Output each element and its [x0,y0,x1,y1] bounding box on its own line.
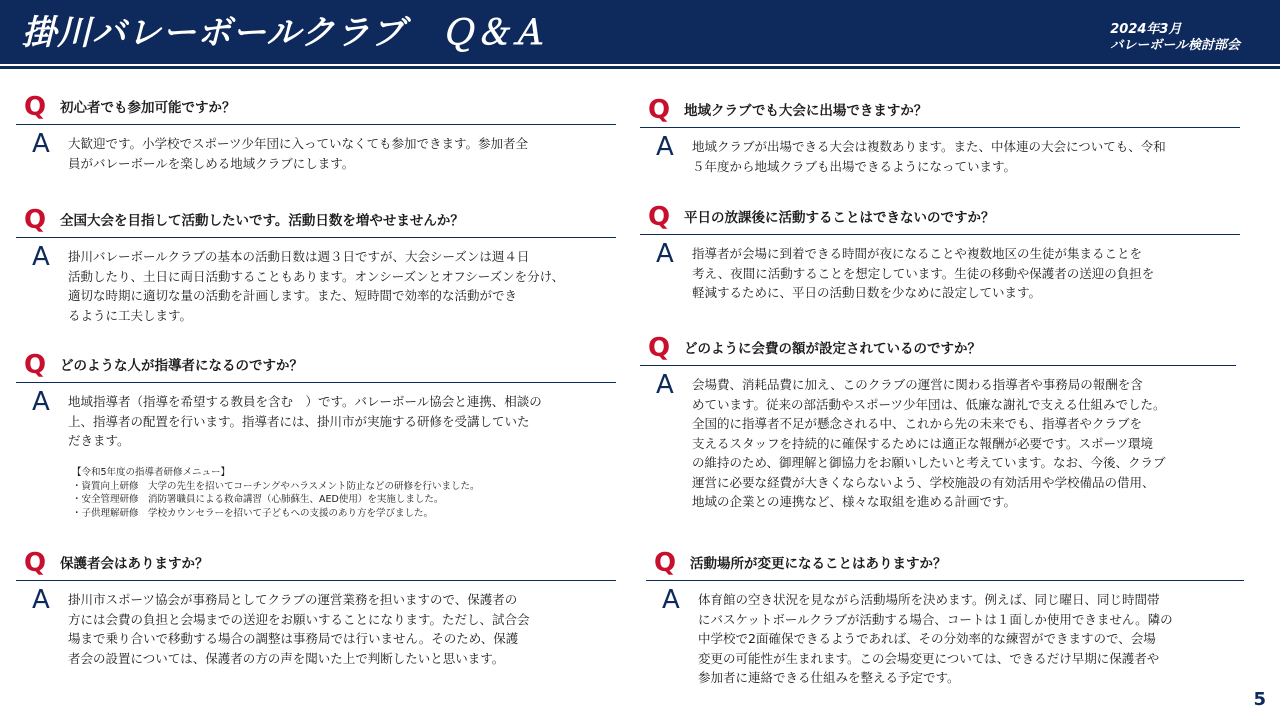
question-text: 活動場所が変更になることはありますか？ [690,556,947,572]
answer-line: るように工夫します。 [68,307,193,323]
q-mark: Q [24,548,47,578]
answer-line: 運営に必要な経費が大きくならないよう、学校施設の有効活用や学校備品の借用、 [692,474,1155,490]
question-text: 初心者でも参加可能ですか？ [60,100,236,116]
answer-line: 中学校で2面確保できるようであれば、その分効率的な練習ができますので、会場 [698,631,1156,646]
answer-line: の維持のため、御理解と御協力をお願いしたいと考えています。なお、今後、クラブ [692,455,1166,470]
q-mark: Q [648,95,671,125]
answer-line: ５年度から地域クラブも出場できるようになっています。 [692,158,1017,174]
answer-line: 場まで乗り合いで移動する場合の調整は事務局では行いません。そのため、保護 [68,631,519,646]
answer-text [68,392,542,451]
header-bar [0,0,1280,64]
answer-line: 者会の設置については、保護者の方の声を聞いた上で判断したいと思います。 [68,650,505,666]
question-text: 地域クラブでも大会に出場できますか？ [684,103,928,119]
divider [16,237,616,238]
qa-item-fees [632,333,1232,509]
answer-text [68,247,564,325]
answer-line: 地域クラブが出場できる大会は複数あります。また、中体連の大会についても、令和 [692,139,1166,154]
q-mark: Q [24,205,47,235]
qa-item-nationals [8,205,608,323]
a-mark: A [656,239,674,269]
answer-line: 適切な時期に適切な量の活動を計画します。また、短時間で効率的な活動ができ [68,288,518,303]
header-date: 2024年3月 [1110,22,1182,37]
q-mark: Q [648,333,671,363]
qa-item-coaches [8,350,608,519]
q-mark: Q [24,92,47,122]
question-text: どのように会費の額が設定されているのですか？ [684,341,981,357]
q-mark: Q [24,350,47,380]
answer-line: 軽減するために、平日の活動日数を少なめに設定しています。 [692,285,1042,300]
answer-text [68,590,530,668]
answer-text [692,137,1166,176]
answer-line: 体育館の空き状況を見ながら活動場所を決めます。例えば、同じ曜日、同じ時間帯 [698,592,1160,607]
answer-text [68,134,528,173]
header-rule [0,66,1280,69]
divider [16,124,616,125]
divider [640,127,1240,128]
header-meta [1110,22,1240,54]
qa-item-beginners [8,92,608,171]
header-org: バレーボール検討部会 [1110,38,1240,53]
divider [16,580,616,581]
question-text: 平日の放課後に活動することはできないのですか？ [684,210,995,226]
answer-line: 大歓迎です。小学校でスポーツ少年団に入っていなくても参加できます。参加者全 [68,136,529,151]
answer-line: 活動したり、土日に両日活動することもあります。オンシーズンとオフシーズンを分け、 [68,268,565,284]
training-menu [72,466,480,520]
qa-item-parents [8,548,608,666]
training-menu-item: ・安全管理研修 消防署職員による救命講習（心肺蘇生、AED使用）を実施しました。 [72,494,444,505]
question-text: 保護者会はありますか？ [60,556,209,572]
training-menu-item: ・資質向上研修 大学の先生を招いてコーチングやハラスメント防止などの研修を行いました。 [72,480,480,492]
a-mark: A [32,387,50,417]
answer-line: 掛川市スポーツ協会が事務局としてクラブの運営業務を担いますので、保護者の [68,592,518,607]
answer-line: 地域指導者（指導を希望する教員を含む ）です。バレーボール協会と連携、相談の [68,394,542,409]
answer-line: 方には会費の負担と会場までの送迎をお願いすることになります。ただし、試合会 [68,611,530,627]
answer-text [698,590,1173,688]
q-mark: Q [654,548,677,578]
answer-line: 上、指導者の配置を行います。指導者には、掛川市が実施する研修を受講していた [68,413,530,429]
answer-line: 員がバレーボールを楽しめる地域クラブにします。 [68,155,355,171]
q-mark: Q [648,202,671,232]
question-text: 全国大会を目指して活動したいです。活動日数を増やせませんか？ [60,213,464,229]
divider [646,580,1244,581]
qa-item-venue-change [638,548,1238,685]
divider [16,382,616,383]
answer-line: めています。従来の部活動やスポーツ少年団は、低廉な謝礼で支える仕組みでした。 [692,396,1166,412]
qa-item-tournaments [632,95,1232,174]
a-mark: A [656,132,674,162]
divider [640,234,1240,235]
answer-line: 地域の企業との連携など、様々な取組を進める計画です。 [692,494,1017,509]
answer-line: にバスケットボールクラブが活動する場合、コートは１面しか使用できません。隣の [698,611,1173,627]
a-mark: A [656,370,674,400]
a-mark: A [32,242,50,272]
training-menu-item: ・子供理解研修 学校カウンセラーを招いて子どもへの支援のあり方を学びました。 [72,507,434,519]
answer-text [692,244,1154,303]
answer-text [692,375,1166,512]
answer-line: 参加者に連絡できる仕組みを整える予定です。 [698,670,960,685]
a-mark: A [662,585,680,615]
answer-line: 会場費、消耗品費に加え、このクラブの運営に関わる指導者や事務局の報酬を含 [692,377,1143,392]
a-mark: A [32,585,50,615]
divider [640,365,1236,366]
answer-line: 支えるスタッフを持続的に確保するためには適正な報酬が必要です。スポーツ環境 [692,435,1154,451]
page-title: 掛川バレーボールクラブ Ｑ＆Ａ [22,13,546,53]
qa-item-weekdays [632,202,1232,300]
page-number: 5 [1253,689,1266,710]
a-mark: A [32,129,50,159]
question-text: どのような人が指導者になるのですか？ [60,358,303,374]
answer-line: 変更の可能性が生まれます。この会場変更については、できるだけ早期に保護者や [698,650,1160,666]
answer-line: 全国的に指導者不足が懸念される中、これから先の未来でも、指導者やクラブを [692,416,1143,431]
training-menu-title: 【令和5年度の指導者研修メニュー】 [72,467,231,478]
answer-line: 考え、夜間に活動することを想定しています。生徒の移動や保護者の送迎の負担を [692,265,1155,281]
answer-line: 掛川バレーボールクラブの基本の活動日数は週３日ですが、大会シーズンは週４日 [68,249,530,264]
answer-line: 指導者が会場に到着できる時間が夜になることや複数地区の生徒が集まることを [692,246,1143,261]
answer-line: だきます。 [68,433,130,448]
